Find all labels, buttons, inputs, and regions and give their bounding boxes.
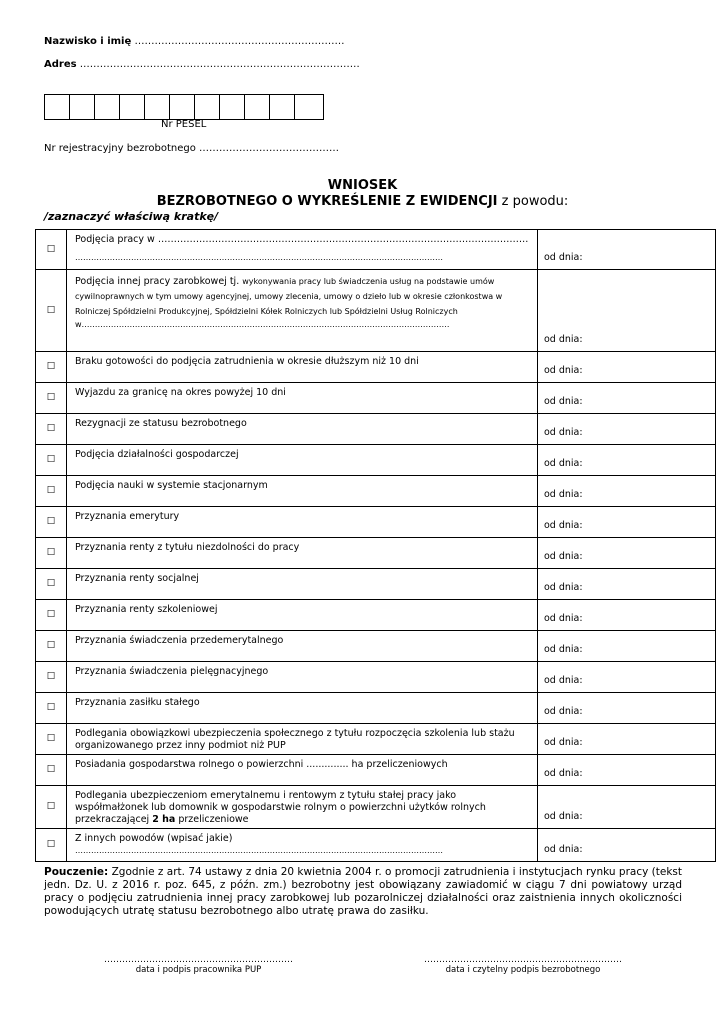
notice <box>44 866 682 918</box>
signature-unemployed-caption: data i czytelny podpis bezrobotnego <box>445 965 601 975</box>
reason-detail: wykonywania pracy lub świadczenia usług na podstawie umów cywilnoprawnych w tym umowy agencyjnej, umowy zlecenia, umowy o dzieło lub w okresie członkostwa w Rolniczej Spółdzielni Produkcyjnej, Spółdzielni Kółek Rolniczych lub Spółdzielni Usług Rolniczych <box>75 277 503 316</box>
reason-row <box>36 724 716 755</box>
reason-text-after: przeliczeniowe <box>175 814 249 825</box>
pesel-digit-box[interactable] <box>220 95 245 119</box>
reason-text: Podjęcia pracy w ……………………………………………………………………………………………………… <box>75 234 529 245</box>
reason-date-label: od dnia: <box>544 427 583 438</box>
reason-description <box>67 829 538 862</box>
reason-row <box>36 383 716 414</box>
reason-date-label: od dnia: <box>544 844 583 855</box>
pesel-digit-box[interactable] <box>195 95 220 119</box>
form-subtitle-bold: BEZROBOTNEGO O WYKREŚLENIE Z EWIDENCJI <box>156 194 498 209</box>
reason-checkbox[interactable]: ☐ <box>36 414 67 445</box>
registration-field[interactable] <box>44 143 339 154</box>
reason-description <box>67 693 538 724</box>
name-dots: ……………………………………………………… <box>134 36 345 47</box>
pesel-digit-box[interactable] <box>45 95 70 119</box>
reason-checkbox[interactable]: ☐ <box>36 445 67 476</box>
reason-date-cell[interactable] <box>538 445 716 476</box>
reason-date-cell[interactable] <box>538 662 716 693</box>
reason-text: Wyjazdu za granicę na okres powyżej 10 dni <box>75 387 286 398</box>
reason-row <box>36 476 716 507</box>
reason-text: Rezygnacji ze statusu bezrobotnego <box>75 418 247 429</box>
reason-checkbox[interactable]: ☐ <box>36 662 67 693</box>
signature-pup-caption: data i podpis pracownika PUP <box>135 965 262 975</box>
registration-dots: …………………………………… <box>199 143 340 154</box>
reason-date-label: od dnia: <box>544 737 583 748</box>
pesel-digit-box[interactable] <box>270 95 295 119</box>
reason-checkbox[interactable]: ☐ <box>36 507 67 538</box>
pesel-digit-box[interactable] <box>295 95 323 119</box>
reason-checkbox[interactable]: ☐ <box>36 383 67 414</box>
reason-description <box>67 445 538 476</box>
reason-text: Podjęcia innej pracy zarobkowej tj. <box>75 276 240 287</box>
reason-text: Przyznania renty z tytułu niezdolności do pracy <box>75 542 300 553</box>
reason-description <box>67 600 538 631</box>
notice-label: Pouczenie: <box>44 866 109 878</box>
reason-description <box>67 270 538 352</box>
reasons-table <box>35 229 716 862</box>
reason-description <box>67 786 538 829</box>
reason-date-label: od dnia: <box>544 811 583 822</box>
reason-description <box>67 755 538 786</box>
reason-date-cell[interactable] <box>538 600 716 631</box>
reason-text: Przyznania zasiłku stałego <box>75 697 200 708</box>
reason-date-cell[interactable] <box>538 829 716 862</box>
reason-text: Braku gotowości do podjęcia zatrudnienia w okresie dłuższym niż 10 dni <box>75 356 419 367</box>
reason-checkbox[interactable]: ☐ <box>36 352 67 383</box>
reason-row <box>36 829 716 862</box>
reason-checkbox[interactable]: ☐ <box>36 230 67 270</box>
reason-checkbox[interactable]: ☐ <box>36 538 67 569</box>
reason-date-label: od dnia: <box>544 396 583 407</box>
reason-date-cell[interactable] <box>538 569 716 600</box>
reason-checkbox[interactable]: ☐ <box>36 755 67 786</box>
reason-dotted-line[interactable]: ………………………………………………………………………………………………………………………… <box>75 253 443 262</box>
reason-description <box>67 631 538 662</box>
reason-checkbox[interactable]: ☐ <box>36 631 67 662</box>
name-label: Nazwisko i imię <box>44 36 132 47</box>
reason-description <box>67 538 538 569</box>
reason-checkbox[interactable]: ☐ <box>36 600 67 631</box>
reason-date-cell[interactable] <box>538 383 716 414</box>
form-hint: /zaznaczyć właściwą kratkę/ <box>44 210 219 223</box>
reason-date-label: od dnia: <box>544 551 583 562</box>
reason-row <box>36 538 716 569</box>
reason-date-cell[interactable] <box>538 352 716 383</box>
reason-description <box>67 414 538 445</box>
reason-date-label: od dnia: <box>544 675 583 686</box>
reason-row <box>36 352 716 383</box>
reason-date-cell[interactable] <box>538 693 716 724</box>
reason-description <box>67 662 538 693</box>
reason-date-label: od dnia: <box>544 520 583 531</box>
signature-unemployed-line: ………………………………………………………… <box>424 955 622 965</box>
reason-checkbox[interactable]: ☐ <box>36 270 67 352</box>
reason-checkbox[interactable]: ☐ <box>36 724 67 755</box>
reason-description <box>67 507 538 538</box>
reason-description <box>67 383 538 414</box>
reason-date-label: od dnia: <box>544 768 583 779</box>
reason-date-label: od dnia: <box>544 489 583 500</box>
reason-text: Podlegania obowiązkowi ubezpieczenia społecznego z tytułu rozpoczęcia szkolenia lub stażu organizowanego przez inny podmiot niż PUP <box>75 728 515 751</box>
reason-checkbox[interactable]: ☐ <box>36 569 67 600</box>
reason-description <box>67 569 538 600</box>
pesel-boxes[interactable] <box>44 94 324 120</box>
registration-label: Nr rejestracyjny bezrobotnego <box>44 143 196 154</box>
address-dots: ………………………………………………………………………… <box>79 59 360 70</box>
pesel-digit-box[interactable] <box>145 95 170 119</box>
reason-row <box>36 569 716 600</box>
reason-description <box>67 724 538 755</box>
reason-text: Przyznania renty socjalnej <box>75 573 199 584</box>
reason-description <box>67 476 538 507</box>
pesel-digit-box[interactable] <box>245 95 270 119</box>
reason-row <box>36 786 716 829</box>
reason-text: Podlegania ubezpieczeniom emerytalnemu i rentowym z tytułu stałej pracy jako współmałżonek lub domownik w gospodarstwie rolnym o powierzchni użytków rolnych przekraczającej <box>75 790 486 825</box>
reason-row <box>36 230 716 270</box>
reason-row <box>36 631 716 662</box>
reason-checkbox[interactable]: ☐ <box>36 693 67 724</box>
reason-bold: 2 ha <box>152 814 176 825</box>
signature-unemployed <box>412 955 634 975</box>
reason-date-label: od dnia: <box>544 458 583 469</box>
reason-row <box>36 445 716 476</box>
reason-date-cell[interactable] <box>538 786 716 829</box>
reason-text: Z innych powodów (wpisać jakie) <box>75 833 233 844</box>
reason-text: Przyznania renty szkoleniowej <box>75 604 218 615</box>
reason-dotted-line[interactable]: w………………………………………………………………………………………………………………………… <box>75 320 450 329</box>
reason-dotted-line[interactable]: ………………………………………………………………………………………………………………………… <box>75 846 443 855</box>
pesel-digit-box[interactable] <box>70 95 95 119</box>
reason-text: Przyznania świadczenia przedemerytalnego <box>75 635 284 646</box>
reason-row <box>36 600 716 631</box>
reason-date-cell[interactable] <box>538 414 716 445</box>
address-field[interactable] <box>44 59 360 70</box>
reason-date-label: od dnia: <box>544 334 583 345</box>
reason-date-label: od dnia: <box>544 365 583 376</box>
notice-text: Zgodnie z art. 74 ustawy z dnia 20 kwietnia 2004 r. o promocji zatrudnienia i instytucjach rynku pracy (tekst jedn. Dz. U. z 2016 r. poz. 645, z późn. zm.) bezrobotny jest obowiązany zawiadomić w ciągu 7 dni powiatowy urząd pracy o podjęciu zatrudnienia innej pracy zarobkowej lub pozarolniczej działalności oraz zaistnienia innych okoliczności powodujących utratę statusu bezrobotnego albo utratę prawa do zasiłku. <box>44 866 682 917</box>
reason-date-label: od dnia: <box>544 613 583 624</box>
name-field[interactable] <box>44 36 344 47</box>
reason-checkbox[interactable]: ☐ <box>36 786 67 829</box>
pesel-caption: Nr PESEL <box>161 119 207 130</box>
reason-row <box>36 693 716 724</box>
address-label: Adres <box>44 59 77 70</box>
reason-row <box>36 270 716 352</box>
reason-date-cell[interactable] <box>538 755 716 786</box>
pesel-digit-box[interactable] <box>170 95 195 119</box>
reason-date-label: od dnia: <box>544 706 583 717</box>
reason-row <box>36 414 716 445</box>
reason-row <box>36 507 716 538</box>
reason-text: Przyznania świadczenia pielęgnacyjnego <box>75 666 269 677</box>
reason-description <box>67 230 538 270</box>
reason-date-label: od dnia: <box>544 644 583 655</box>
signature-pup <box>96 955 301 975</box>
reason-date-cell[interactable] <box>538 476 716 507</box>
reason-date-cell[interactable] <box>538 538 716 569</box>
reason-date-label: od dnia: <box>544 582 583 593</box>
reason-row <box>36 755 716 786</box>
reason-text: Posiadania gospodarstwa rolnego o powierzchni .............. ha przeliczeniowych <box>75 759 448 770</box>
form-subtitle <box>0 194 725 209</box>
reason-description <box>67 352 538 383</box>
pesel-digit-box[interactable] <box>120 95 145 119</box>
reason-date-cell[interactable] <box>538 631 716 662</box>
pesel-digit-box[interactable] <box>95 95 120 119</box>
reason-checkbox[interactable]: ☐ <box>36 476 67 507</box>
reason-text: Podjęcia nauki w systemie stacjonarnym <box>75 480 268 491</box>
form-subtitle-rest: z powodu: <box>497 194 569 209</box>
reason-date-cell[interactable] <box>538 507 716 538</box>
reason-date-cell[interactable] <box>538 724 716 755</box>
reason-text: Podjęcia działalności gospodarczej <box>75 449 239 460</box>
reason-date-label: od dnia: <box>544 252 583 263</box>
reason-date-cell[interactable] <box>538 230 716 270</box>
reason-text: Przyznania emerytury <box>75 511 180 522</box>
reason-date-cell[interactable] <box>538 270 716 352</box>
form-title: WNIOSEK <box>327 178 398 193</box>
reason-row <box>36 662 716 693</box>
reason-checkbox[interactable]: ☐ <box>36 829 67 862</box>
signature-pup-line: ……………………………………………………… <box>104 955 293 965</box>
